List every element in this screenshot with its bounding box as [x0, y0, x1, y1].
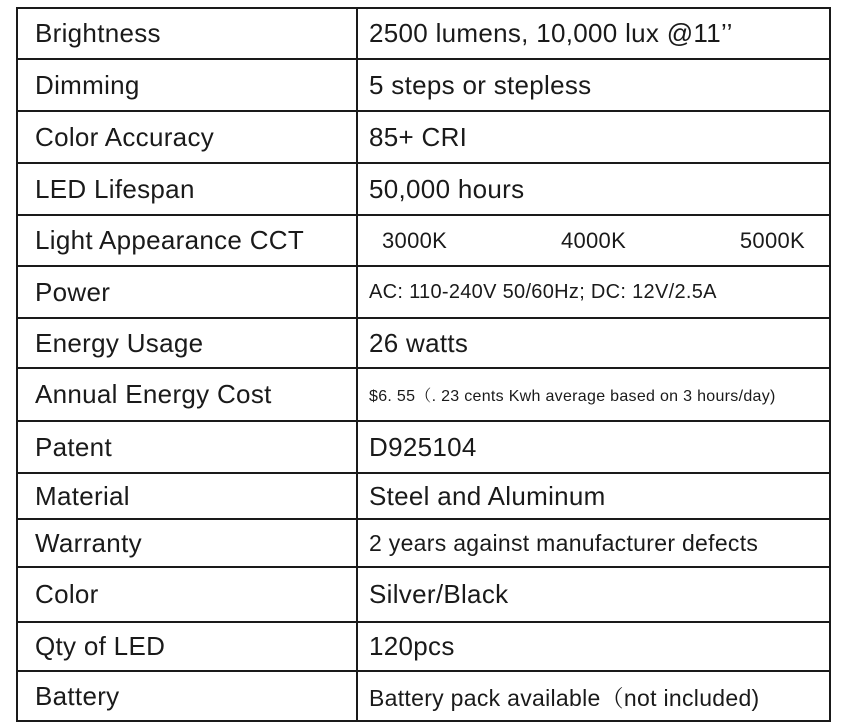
- spec-row-cct: [17, 215, 830, 266]
- spec-label: Material: [17, 473, 357, 519]
- cct-5000k: 5000K: [739, 227, 805, 253]
- spec-table: [16, 7, 831, 722]
- spec-label: LED Lifespan: [17, 163, 357, 215]
- spec-value: 26 watts: [357, 318, 830, 368]
- spec-value: Battery pack available（not included): [357, 671, 830, 721]
- cct-values: [369, 228, 829, 254]
- spec-label: Dimming: [17, 59, 357, 111]
- cct-3000k: 3000K: [382, 227, 448, 253]
- spec-value: Steel and Aluminum: [357, 473, 830, 519]
- spec-row-warranty: [17, 519, 830, 567]
- spec-label: Light Appearance CCT: [17, 215, 357, 266]
- spec-row-patent: [17, 421, 830, 473]
- spec-value: 2500 lumens, 10,000 lux @11’’: [357, 8, 830, 59]
- spec-value: 50,000 hours: [357, 163, 830, 215]
- spec-label: Warranty: [17, 519, 357, 567]
- spec-row-led-lifespan: [17, 163, 830, 215]
- spec-row-brightness: [17, 8, 830, 59]
- spec-label: Color Accuracy: [17, 111, 357, 163]
- spec-row-qty-led: [17, 622, 830, 671]
- spec-value: D925104: [357, 421, 830, 473]
- spec-row-battery: [17, 671, 830, 721]
- spec-label: Power: [17, 266, 357, 318]
- spec-label: Brightness: [17, 8, 357, 59]
- spec-row-energy-usage: [17, 318, 830, 368]
- spec-value: AC: 110-240V 50/60Hz; DC: 12V/2.5A: [357, 266, 830, 318]
- spec-label: Qty of LED: [17, 622, 357, 671]
- cct-4000k: 4000K: [560, 227, 627, 253]
- spec-label: Patent: [17, 421, 357, 473]
- spec-label: Annual Energy Cost: [17, 368, 357, 421]
- spec-row-annual-energy-cost: [17, 368, 830, 421]
- spec-row-color: [17, 567, 830, 622]
- spec-row-power: [17, 266, 830, 318]
- spec-value: 85+ CRI: [357, 111, 830, 163]
- spec-label: Battery: [17, 671, 357, 721]
- spec-value: Silver/Black: [357, 567, 830, 622]
- spec-value: 2 years against manufacturer defects: [357, 519, 830, 567]
- spec-value: $6. 55（. 23 cents Kwh average based on 3 hours/day): [357, 368, 830, 421]
- spec-value: 5 steps or stepless: [357, 59, 830, 111]
- spec-value-cct: [357, 215, 830, 266]
- spec-row-color-accuracy: [17, 111, 830, 163]
- spec-value: 120pcs: [357, 622, 830, 671]
- spec-row-dimming: [17, 59, 830, 111]
- spec-row-material: [17, 473, 830, 519]
- spec-label: Color: [17, 567, 357, 622]
- spec-label: Energy Usage: [17, 318, 357, 368]
